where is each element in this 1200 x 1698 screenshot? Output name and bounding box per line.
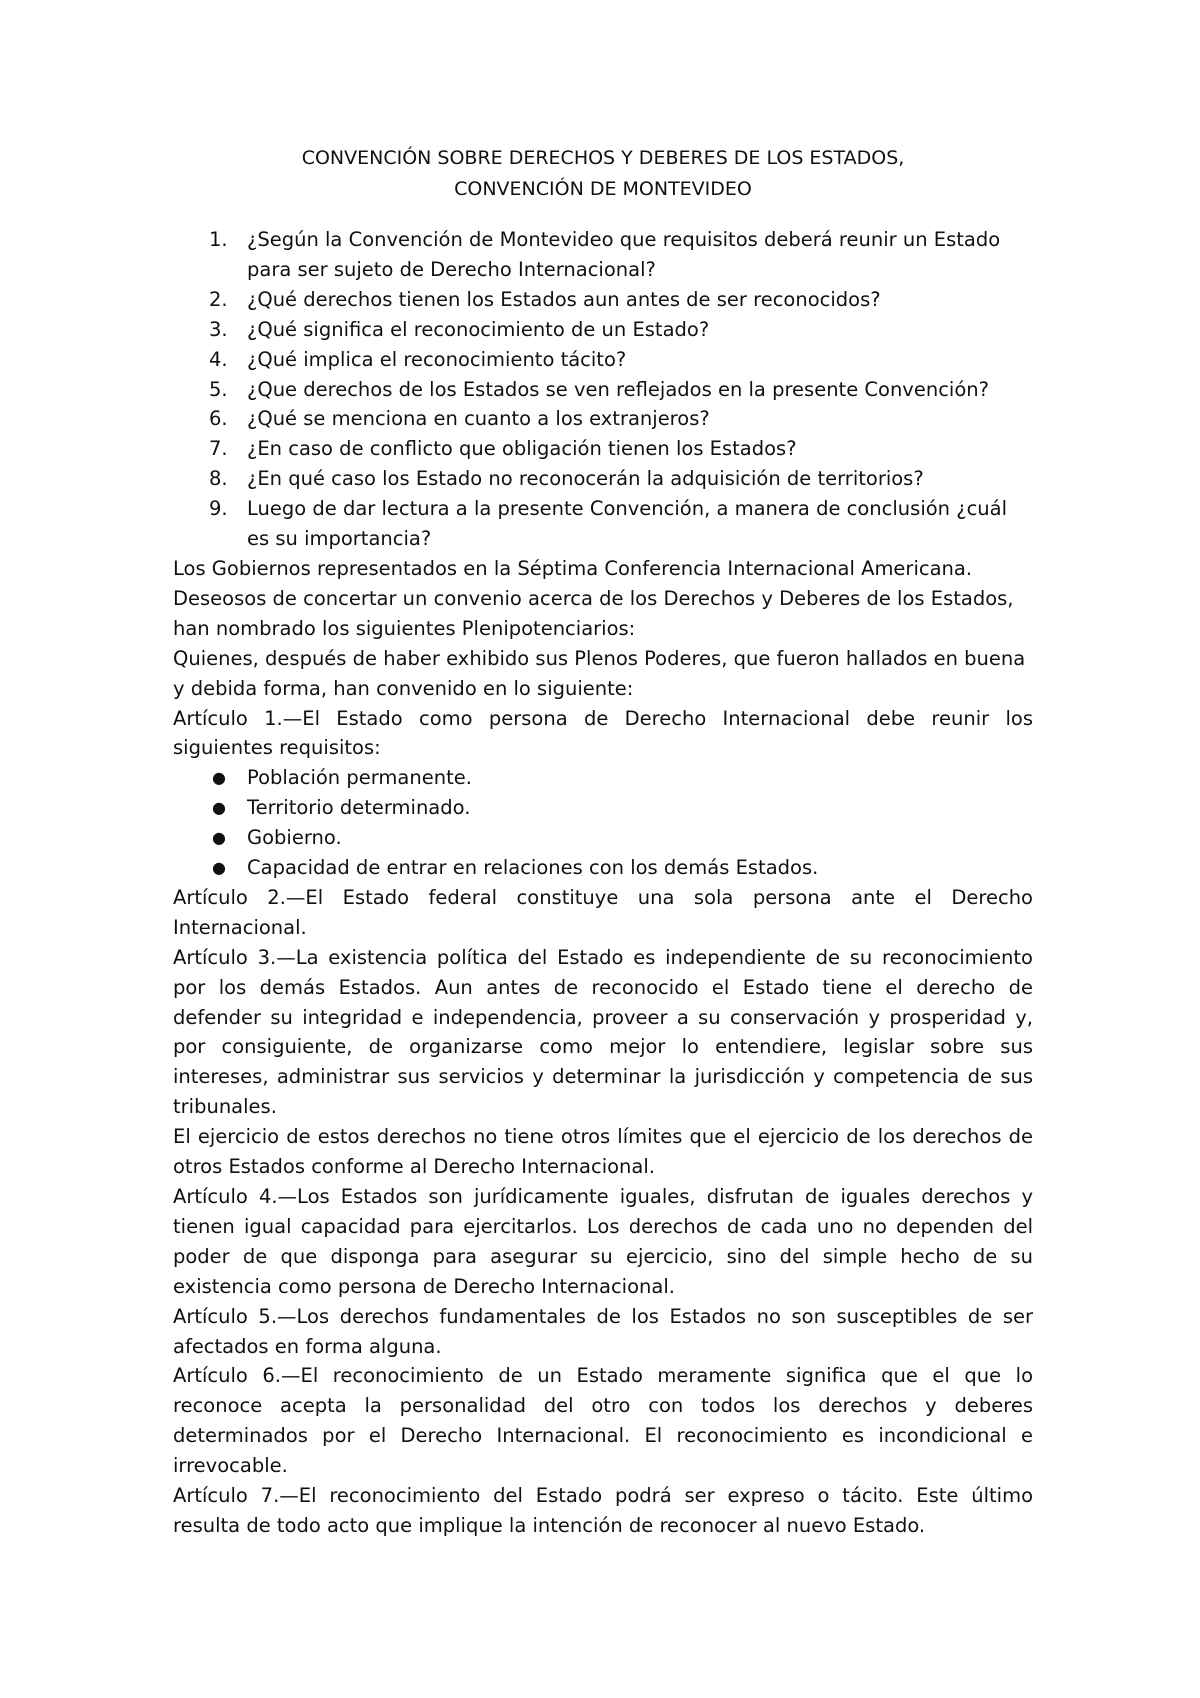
question-item — [209, 494, 1033, 554]
article-3-continuation: El ejercicio de estos derechos no tiene otros límites que el ejercicio de los derechos de otros Estados conforme al Derecho Internacional. — [173, 1125, 1033, 1179]
document-body — [173, 143, 1033, 1541]
title-line-1: CONVENCIÓN SOBRE DERECHOS Y DEBERES DE LOS ESTADOS, — [301, 147, 905, 169]
questions-list — [173, 225, 1033, 554]
question-text: ¿En caso de conflicto que obligación tienen los Estados? — [247, 437, 797, 461]
bullet-icon: ● — [212, 768, 226, 788]
question-item — [209, 404, 1033, 434]
question-text: ¿Qué implica el reconocimiento tácito? — [247, 347, 627, 371]
article-1: Artículo 1.—El Estado como persona de Derecho Internacional debe reunir los siguientes requisitos: — [173, 706, 1033, 760]
question-item — [209, 225, 1033, 285]
question-item — [209, 315, 1033, 345]
document-title — [173, 143, 1033, 205]
requirement-item — [212, 763, 1033, 793]
requirement-text: Territorio determinado. — [247, 796, 471, 820]
requirement-item — [212, 793, 1033, 823]
question-text: ¿Que derechos de los Estados se ven reflejados en la presente Convención? — [247, 377, 989, 401]
question-number: 9. — [209, 497, 228, 521]
article-3: Artículo 3.—La existencia política del Estado es independiente de su reconocimiento por los demás Estados. Aun antes de reconocido el Estado tiene el derecho de defender su integridad e independencia, proveer a su conservación y prosperidad y, por consiguiente, de organizarse como mejor lo entendiere, legislar sobre sus intereses, administrar sus servicios y determinar la jurisdicción y competencia de sus tribunales. — [173, 945, 1033, 1119]
question-number: 2. — [209, 287, 228, 311]
question-number: 4. — [209, 347, 228, 371]
question-number: 5. — [209, 377, 228, 401]
question-item — [209, 375, 1033, 405]
question-text: ¿En qué caso los Estado no reconocerán la adquisición de territorios? — [247, 467, 924, 491]
requirements-list — [173, 763, 1033, 883]
bullet-icon: ● — [212, 858, 226, 878]
article-7: Artículo 7.—El reconocimiento del Estado podrá ser expreso o tácito. Este último resulta de todo acto que implique la intención de reconocer al nuevo Estado. — [173, 1484, 1033, 1537]
article-6: Artículo 6.—El reconocimiento de un Estado meramente significa que el que lo reconoce acepta la personalidad del otro con todos los derechos y deberes determinados por el Derecho Internacional. El reconocimiento es incondicional e irrevocable. — [173, 1364, 1033, 1478]
question-item — [209, 434, 1033, 464]
bullet-icon: ● — [212, 798, 226, 818]
question-number: 7. — [209, 437, 228, 461]
question-number: 8. — [209, 467, 228, 491]
article-5: Artículo 5.—Los derechos fundamentales de los Estados no son susceptibles de ser afectados en forma alguna. — [173, 1304, 1033, 1358]
question-text: ¿Qué derechos tienen los Estados aun antes de ser reconocidos? — [247, 287, 881, 311]
question-text: ¿Según la Convención de Montevideo que requisitos deberá reunir un Estado para ser sujeto de Derecho Internacional? — [247, 228, 1001, 281]
article-2: Artículo 2.—El Estado federal constituye una sola persona ante el Derecho Internacional. — [173, 885, 1033, 939]
requirement-item — [212, 823, 1033, 853]
requirement-text: Población permanente. — [247, 766, 472, 790]
question-number: 1. — [209, 228, 228, 251]
question-text: ¿Qué se menciona en cuanto a los extranjeros? — [247, 407, 710, 431]
intro-paragraph-2: Deseosos de concertar un convenio acerca de los Derechos y Deberes de los Estados, han nombrado los siguientes Plenipotenciarios: — [173, 586, 1014, 640]
requirement-text: Gobierno. — [247, 826, 342, 850]
bullet-icon: ● — [212, 828, 226, 848]
requirement-item — [212, 853, 1033, 883]
question-item — [209, 285, 1033, 315]
intro-paragraph-3: Quienes, después de haber exhibido sus Plenos Poderes, que fueron hallados en buena y debida forma, han convenido en lo siguiente: — [173, 646, 1026, 700]
question-text: Luego de dar lectura a la presente Convención, a manera de conclusión ¿cuál es su importancia? — [247, 497, 1008, 551]
question-text: ¿Qué significa el reconocimiento de un Estado? — [247, 317, 710, 341]
intro-paragraph-1: Los Gobiernos representados en la Séptima Conferencia Internacional Americana. — [173, 556, 973, 580]
requirement-text: Capacidad de entrar en relaciones con los demás Estados. — [247, 856, 819, 880]
title-line-2: CONVENCIÓN DE MONTEVIDEO — [454, 178, 752, 200]
question-item — [209, 464, 1033, 494]
question-number: 6. — [209, 407, 228, 431]
article-4: Artículo 4.—Los Estados son jurídicamente iguales, disfrutan de iguales derechos y tienen igual capacidad para ejercitarlos. Los derechos de cada uno no dependen del poder de que disponga para asegurar su ejercicio, sino del simple hecho de su existencia como persona de Derecho Internacional. — [173, 1185, 1033, 1298]
question-item — [209, 345, 1033, 375]
question-number: 3. — [209, 317, 228, 341]
